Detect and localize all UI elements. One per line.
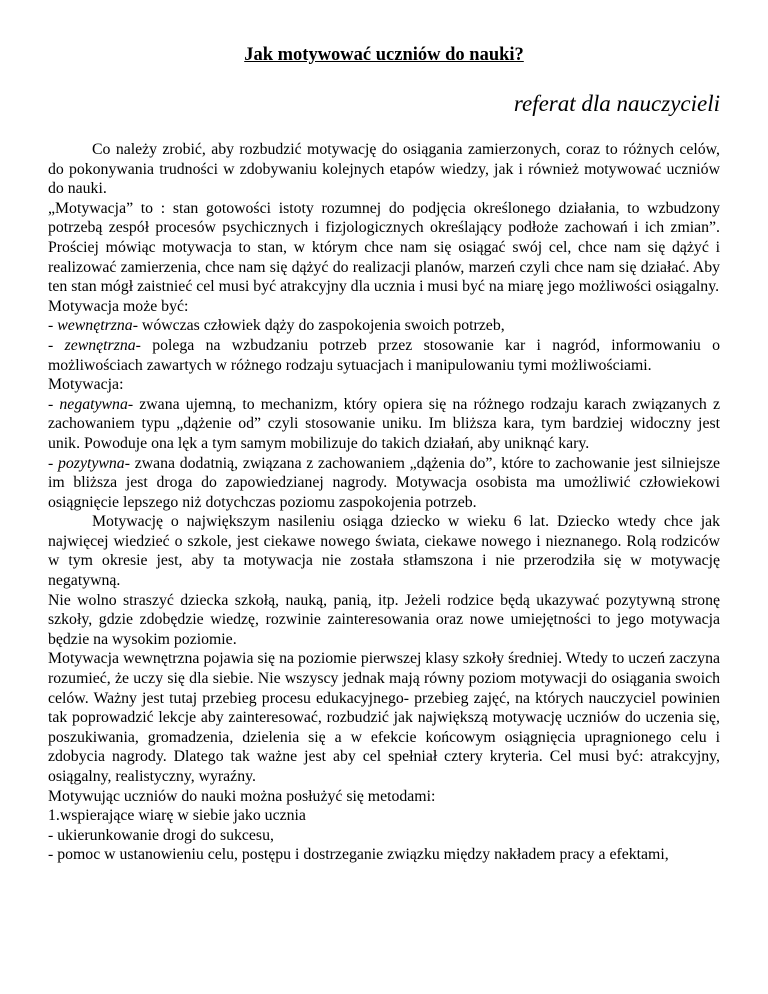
list-item-positive: - pozytywna- zwana dodatnią, związana z zachowaniem „dążenia do”, które to zachowanie jest silniejsze im bliższa jest droga do zapowiedzianej nagrody. Motywacja osobista ma umożliwić człowiekowi osiągnięcie lepszego niż dotychczas poziomu zaspokojenia potrzeb. xyxy=(48,454,720,511)
paragraph-definition: „Motywacja” to : stan gotowości istoty rozumnej do podjęcia określonego działania, to wzbudzony potrzebą zespół procesów psychicznych i fizjologicznych określający podłoże zachowań i ich zmian”. Prościej mówiąc motywacja to stan, w którym chce nam się osiągać swój cel, chce nam się dążyć i realizować zamierzenia, chce nam się dążyć do realizacji planów, marzeń czyli chce nam się działać. Aby ten stan mógł zaistnieć cel musi być atrakcyjny dla ucznia i musi być na miarę jego możliwości osiągalny. xyxy=(48,199,720,296)
term-external: zewnętrzna xyxy=(64,336,136,354)
list-item-method-1: 1.wspierające wiarę w siebie jako ucznia xyxy=(48,807,306,825)
term-internal: wewnętrzna xyxy=(57,317,133,335)
list-item-negative: - negatywna- zwana ujemną, to mechanizm, który opiera się na różnego rodzaju karach związanych z zachowaniem typu „dążenie od” czyli stosowanie uniku. Im bliższa kara, tym bardziej widoczny jest unik. Powoduje ona lęk a tym samym mobilizuje do takich działań, aby uniknąć kary. xyxy=(48,395,720,452)
term-negative: negatywna xyxy=(59,395,128,413)
list-item-internal: - wewnętrzna- wówczas człowiek dąży do zaspokojenia swoich potrzeb, xyxy=(48,317,505,335)
document-body xyxy=(48,140,720,865)
document-subtitle: referat dla nauczycieli xyxy=(513,91,720,116)
paragraph-methods-heading: Motywując uczniów do nauki można posłużyć się metodami: xyxy=(48,787,436,805)
paragraph-age-six: Motywację o największym nasileniu osiąga dziecko w wieku 6 lat. Dziecko wtedy chce jak najwięcej wiedzieć o szkole, jest ciekawe nowego świata, ciekawe nowego i nieznanego. Rolą rodziców w tym okresie jest, aby ta motywacja nie została stłamszona i nie przerodziła się w motywację negatywną. xyxy=(48,513,720,590)
list-item-direction: - ukierunkowanie drogi do sukcesu, xyxy=(48,826,274,844)
term-positive: pozytywna xyxy=(58,454,125,472)
paragraph-intro: Co należy zrobić, aby rozbudzić motywację do osiągania zamierzonych, coraz to różnych celów, do pokonywania trudności w zdobywaniu kolejnych etapów wiedzy, jak i również motywować uczniów do nauki. xyxy=(48,141,720,198)
paragraph-do-not-scare: Nie wolno straszyć dziecka szkołą, nauką, panią, itp. Jeżeli rodzice będą ukazywać pozytywną stronę szkoły, gdzie zdobędzie wiedzę, rozwinie zainteresowania oraz nowe umiejętności to jego motywacja będzie na wysokim poziomie. xyxy=(48,591,720,648)
list-item-goal-help: - pomoc w ustanowieniu celu, postępu i dostrzeganie związku między nakładem pracy a efektami, xyxy=(48,846,669,864)
list-item-external: - zewnętrzna- polega na wzbudzaniu potrzeb przez stosowanie kar i nagród, informowaniu o możliwościach zawartych w różnego rodzaju sytuacjach i manipulowaniu tymi możliwościami. xyxy=(48,336,720,374)
paragraph-internal-motivation: Motywacja wewnętrzna pojawia się na poziomie pierwszej klasy szkoły średniej. Wtedy to uczeń zaczyna rozumieć, że uczy się dla siebie. Nie wszyscy jednak mają równy poziom motywacji do osiągania swoich celów. Ważny jest tutaj przebieg procesu edukacyjnego- przebieg zajęć, na których nauczyciel powinien tak poprowadzić lekcje aby zainteresować, rozbudzić jak największą motywację uczniów do uczenia się, poszukiwania, gromadzenia, dzielenia się a w efekcie końcowym osiągnięcia upragnionego celu i zdobycia nagrody. Dlatego tak ważne jest aby cel spełniał cztery kryteria. Cel musi być: atrakcyjny, osiągalny, realistyczny, wyraźny. xyxy=(48,650,720,785)
paragraph-types-heading: Motywacja może być: xyxy=(48,297,189,315)
document-title: Jak motywować uczniów do nauki? xyxy=(244,45,524,65)
paragraph-motivation-heading: Motywacja: xyxy=(48,376,124,394)
